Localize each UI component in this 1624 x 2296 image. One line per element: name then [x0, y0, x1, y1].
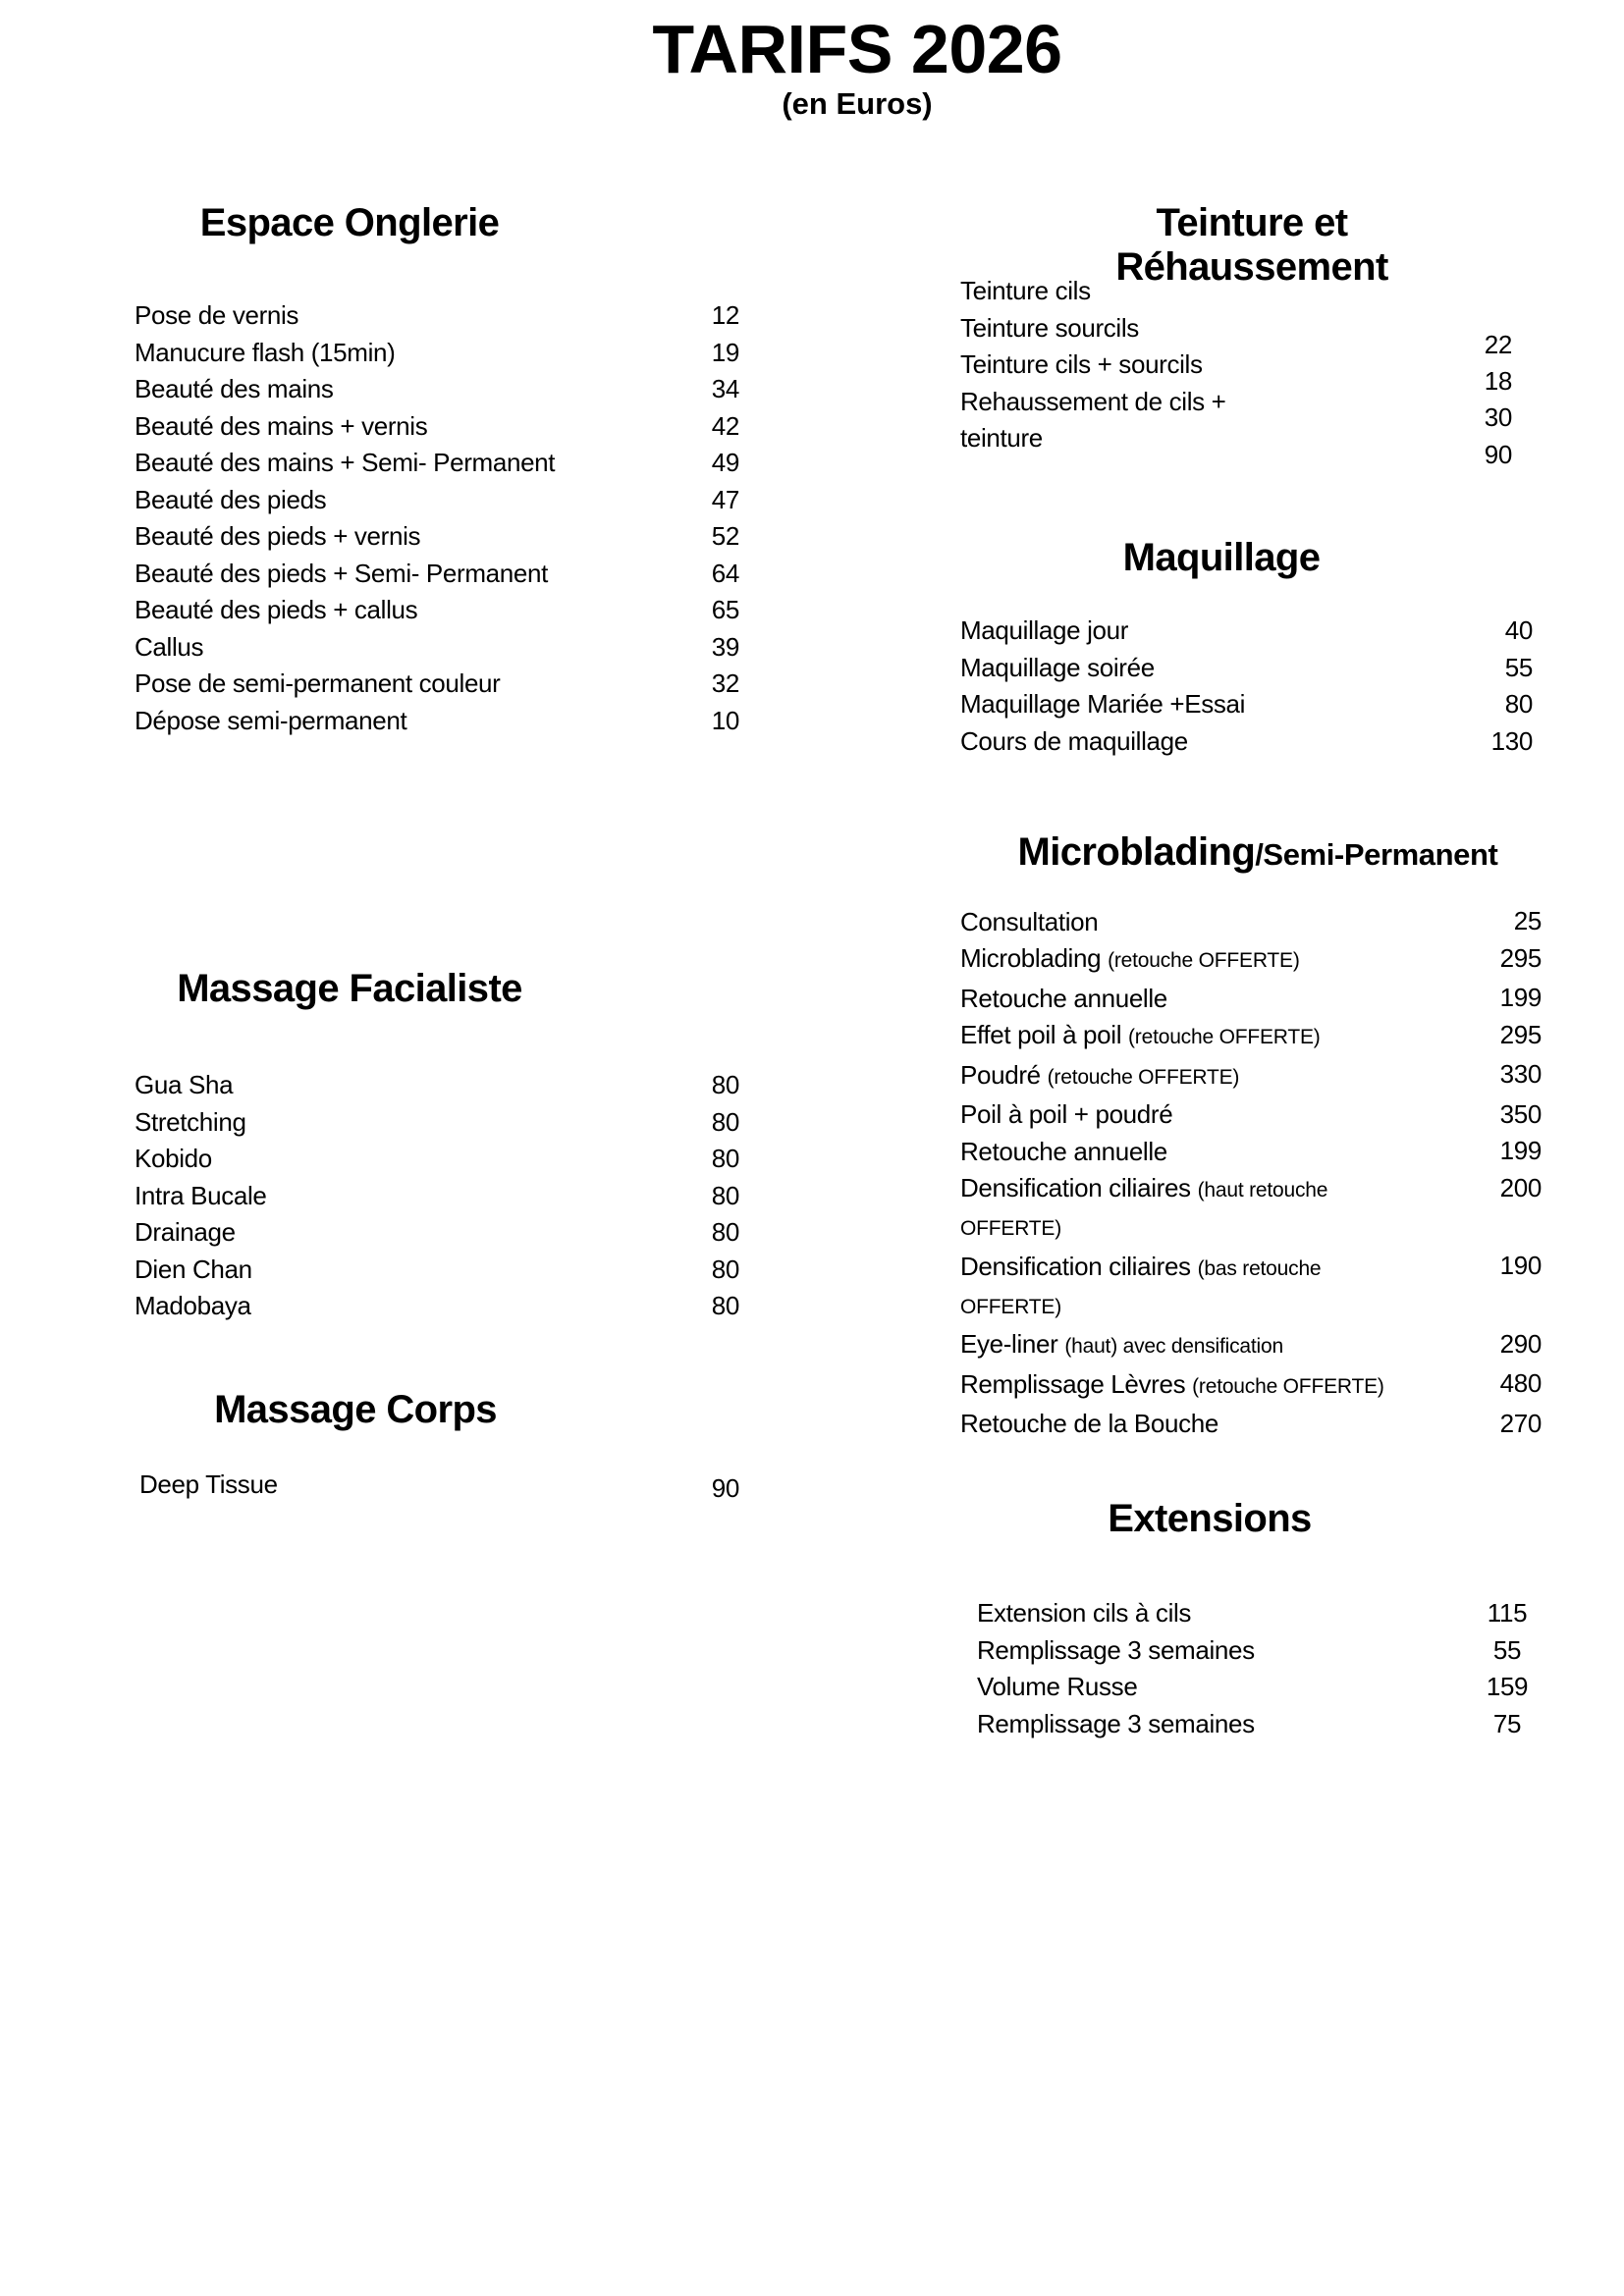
item-price: 350 — [1499, 1098, 1542, 1129]
item-label-text: Extension cils à cils — [977, 1598, 1192, 1628]
list-item — [977, 1632, 1537, 1670]
section-title-maquillage: Maquillage — [1122, 536, 1321, 579]
list-item — [135, 703, 739, 740]
item-label-text: Maquillage Mariée +Essai — [960, 689, 1246, 719]
item-label — [960, 1017, 1402, 1057]
item-label: Rehaussement de cils + teinture — [960, 386, 1226, 453]
item-price: 199 — [1499, 983, 1542, 1012]
item-label — [135, 518, 420, 556]
item-label-text: Drainage — [135, 1217, 236, 1247]
item-price: 22 — [1484, 330, 1512, 359]
item-label — [135, 629, 203, 667]
item-note: (haut) avec densification — [1064, 1335, 1283, 1359]
list-item — [960, 903, 1542, 940]
list-item — [135, 408, 739, 446]
item-label-text: Remplissage 3 semaines — [977, 1708, 1255, 1738]
item-label-text: Beauté des mains — [135, 374, 334, 403]
item-price: 12 — [711, 300, 739, 330]
list-item — [139, 1467, 739, 1504]
item-price: 199 — [1499, 1136, 1542, 1165]
item-label — [135, 666, 500, 703]
item-label — [135, 445, 555, 482]
item-price: 55 — [1504, 652, 1533, 682]
list-item — [960, 1170, 1542, 1249]
item-price: 330 — [1499, 1059, 1542, 1089]
item-price: 39 — [711, 631, 739, 662]
item-label-text: Callus — [135, 631, 204, 662]
item-label — [960, 723, 1188, 761]
item-label-text: Consultation — [960, 906, 1099, 936]
item-price: 290 — [1499, 1328, 1542, 1359]
section-title-extensions: Extensions — [1108, 1497, 1312, 1540]
list-item — [135, 592, 739, 629]
list-item — [135, 629, 739, 667]
item-label-text: Kobido — [135, 1144, 212, 1173]
item-price: 80 — [711, 1180, 739, 1210]
item-label-text: Cours de maquillage — [960, 725, 1188, 756]
list-item — [960, 347, 1373, 384]
price-list-corps — [139, 1467, 739, 1504]
item-label-text: Manucure flash (15min) — [135, 337, 396, 367]
item-price: 130 — [1490, 725, 1533, 756]
item-label-text: Beauté des mains + Semi- Permanent — [135, 448, 556, 477]
item-label — [960, 1406, 1402, 1443]
price-list-extensions — [977, 1595, 1537, 1742]
list-item — [960, 310, 1373, 347]
item-label-text: Beauté des pieds + callus — [135, 595, 418, 624]
item-price: 80 — [711, 1291, 739, 1320]
list-item — [135, 1214, 739, 1252]
item-label — [139, 1467, 278, 1504]
item-price: 25 — [1513, 906, 1542, 935]
price-list-teinture-prices — [1463, 327, 1512, 473]
section-title-onglerie: Espace Onglerie — [199, 201, 500, 244]
list-item — [977, 1595, 1537, 1632]
item-price: 49 — [711, 448, 739, 477]
item-label-text: Retouche annuelle — [960, 1136, 1167, 1166]
item-label-text: Densification ciliaires — [960, 1173, 1191, 1203]
item-price: 90 — [1484, 439, 1512, 469]
list-item — [960, 384, 1373, 453]
item-label — [135, 703, 406, 740]
item-label: Teinture sourcils — [960, 312, 1139, 343]
item-label — [135, 1104, 246, 1142]
list-item — [977, 1706, 1537, 1743]
item-price: 19 — [711, 337, 739, 367]
list-item — [135, 1178, 739, 1215]
section-title-microblading-main: Microblading — [1017, 830, 1256, 874]
item-note: (haut retouche OFFERTE) — [960, 1179, 1328, 1241]
item-price: 64 — [711, 558, 739, 588]
item-label-text: Remplissage 3 semaines — [977, 1634, 1255, 1665]
item-price: 80 — [711, 1144, 739, 1173]
list-item — [135, 556, 739, 593]
list-item — [960, 1326, 1542, 1366]
list-item — [960, 613, 1533, 650]
item-label — [960, 980, 1402, 1017]
item-label: Teinture cils + sourcils — [960, 349, 1203, 379]
item-price: 270 — [1499, 1408, 1542, 1438]
item-label-text: Beauté des pieds — [135, 484, 327, 514]
item-price: 80 — [711, 1070, 739, 1099]
item-label — [977, 1706, 1255, 1743]
item-note: (retouche OFFERTE) — [1128, 1026, 1321, 1049]
item-label — [135, 592, 417, 629]
item-label-text: Maquillage jour — [960, 615, 1129, 645]
item-note: (bas retouche OFFERTE) — [960, 1256, 1322, 1318]
price-list-microblading — [960, 903, 1542, 1442]
list-item — [135, 335, 739, 372]
item-price: 42 — [711, 410, 739, 441]
item-label-text: Effet poil à poil — [960, 1020, 1122, 1050]
item-price: 295 — [1499, 942, 1542, 973]
list-item — [960, 1406, 1542, 1443]
item-label — [135, 1288, 251, 1325]
item-label-text: Maquillage soirée — [960, 652, 1155, 682]
list-item — [960, 273, 1373, 310]
page-subtitle: (en Euros) — [782, 86, 933, 121]
item-label-text: Poudré — [960, 1059, 1041, 1090]
item-price: 18 — [1484, 366, 1512, 397]
item-label-text: Volume Russe — [977, 1672, 1138, 1701]
item-price: 75 — [1492, 1708, 1522, 1738]
item-price: 190 — [1499, 1251, 1542, 1280]
item-label — [960, 650, 1155, 687]
item-label — [135, 408, 427, 446]
list-item — [135, 1288, 739, 1325]
list-item — [960, 723, 1533, 761]
item-label — [960, 1326, 1402, 1366]
item-label — [135, 1214, 236, 1252]
item-label-text: Stretching — [135, 1106, 246, 1137]
list-item — [135, 1141, 739, 1178]
list-item — [960, 980, 1542, 1017]
item-label-text: Beauté des pieds + Semi- Permanent — [135, 558, 548, 588]
list-item — [135, 482, 739, 519]
item-price: 159 — [1486, 1672, 1529, 1701]
item-label — [960, 1170, 1402, 1249]
item-label: Teinture cils — [960, 276, 1091, 305]
list-item — [135, 1104, 739, 1142]
item-label — [135, 1252, 252, 1289]
item-label — [135, 1178, 267, 1215]
item-price: 32 — [711, 668, 739, 698]
section-title-microblading — [924, 830, 1592, 877]
item-price: 65 — [711, 595, 739, 624]
page-title: TARIFS 2026 — [652, 11, 1062, 87]
item-label-text: Retouche annuelle — [960, 983, 1167, 1013]
item-price: 34 — [711, 374, 739, 403]
item-price: 55 — [1492, 1634, 1522, 1665]
list-item — [960, 650, 1533, 687]
item-label — [977, 1669, 1137, 1706]
list-item — [960, 1248, 1542, 1326]
item-label — [977, 1632, 1255, 1670]
item-note: (retouche OFFERTE) — [1192, 1374, 1384, 1398]
item-label-text: Retouche de la Bouche — [960, 1409, 1218, 1439]
item-label-text: Poil à poil + poudré — [960, 1099, 1173, 1130]
item-label — [960, 613, 1128, 650]
item-label — [960, 903, 1402, 940]
item-label — [960, 1365, 1402, 1406]
item-price: 480 — [1499, 1368, 1542, 1398]
list-item — [135, 518, 739, 556]
list-item — [135, 371, 739, 408]
item-label-text: Pose de semi-permanent couleur — [135, 668, 501, 698]
price-list-facialiste — [135, 1067, 739, 1325]
list-item — [960, 1133, 1542, 1170]
item-label — [960, 1133, 1402, 1170]
item-label — [135, 1067, 233, 1104]
section-title-facialiste: Massage Facialiste — [177, 967, 522, 1010]
price-list-maquillage — [960, 613, 1533, 760]
item-price: 52 — [711, 521, 739, 551]
list-item — [960, 1017, 1542, 1057]
list-item — [960, 686, 1533, 723]
item-label — [135, 482, 326, 519]
item-label — [135, 335, 395, 372]
item-price: 295 — [1499, 1019, 1542, 1049]
item-note: (retouche OFFERTE) — [1047, 1065, 1240, 1089]
list-item — [135, 1252, 739, 1289]
list-item — [135, 297, 739, 335]
item-label — [977, 1595, 1191, 1632]
item-label — [135, 556, 548, 593]
item-price: 30 — [1484, 402, 1512, 433]
item-label-text: Remplissage Lèvres — [960, 1368, 1186, 1399]
item-label — [135, 1141, 212, 1178]
list-item — [135, 445, 739, 482]
section-title-teinture-line1: Teinture et — [1156, 201, 1348, 244]
item-label — [135, 297, 298, 335]
item-label-text: Microblading — [960, 943, 1102, 974]
item-label-text: Densification ciliaires — [960, 1251, 1191, 1281]
list-item — [960, 940, 1542, 981]
item-label-text: Dépose semi-permanent — [135, 705, 407, 735]
item-label — [960, 940, 1402, 981]
item-label-text: Beauté des mains + vernis — [135, 410, 428, 441]
item-label — [960, 1056, 1402, 1096]
item-price: 80 — [1504, 689, 1533, 719]
section-title-teinture-line2: Réhaussement — [1115, 245, 1388, 289]
price-list-teinture-labels — [960, 273, 1373, 453]
item-label-text: Dien Chan — [135, 1254, 252, 1284]
list-item — [960, 1365, 1542, 1406]
item-label-text: Beauté des pieds + vernis — [135, 521, 421, 551]
item-price: 80 — [711, 1254, 739, 1284]
list-item — [960, 1096, 1542, 1134]
item-note: (retouche OFFERTE) — [1108, 949, 1300, 973]
price-list-onglerie — [135, 297, 739, 739]
item-price: 115 — [1487, 1598, 1528, 1628]
item-label — [960, 686, 1245, 723]
list-item — [135, 1067, 739, 1104]
item-label-text: Pose de vernis — [135, 300, 299, 330]
item-label-text: Deep Tissue — [139, 1469, 278, 1499]
item-label-text: Gua Sha — [135, 1070, 234, 1099]
item-price: 90 — [711, 1473, 739, 1503]
list-item — [977, 1669, 1537, 1706]
item-price: 200 — [1499, 1172, 1542, 1202]
item-price: 47 — [711, 484, 739, 514]
item-price: 40 — [1504, 615, 1533, 645]
item-label-text: Eye-liner — [960, 1329, 1058, 1360]
item-label — [135, 371, 334, 408]
item-price: 10 — [711, 705, 739, 735]
item-price: 80 — [711, 1106, 739, 1137]
section-title-corps: Massage Corps — [214, 1388, 497, 1431]
item-label-text: Intra Bucale — [135, 1180, 267, 1210]
section-title-microblading-sub: /Semi-Permanent — [1255, 837, 1498, 872]
item-label — [960, 1096, 1402, 1134]
item-price: 80 — [711, 1217, 739, 1247]
list-item — [135, 666, 739, 703]
item-label-text: Madobaya — [135, 1291, 251, 1320]
list-item — [960, 1056, 1542, 1096]
item-label — [960, 1248, 1402, 1326]
